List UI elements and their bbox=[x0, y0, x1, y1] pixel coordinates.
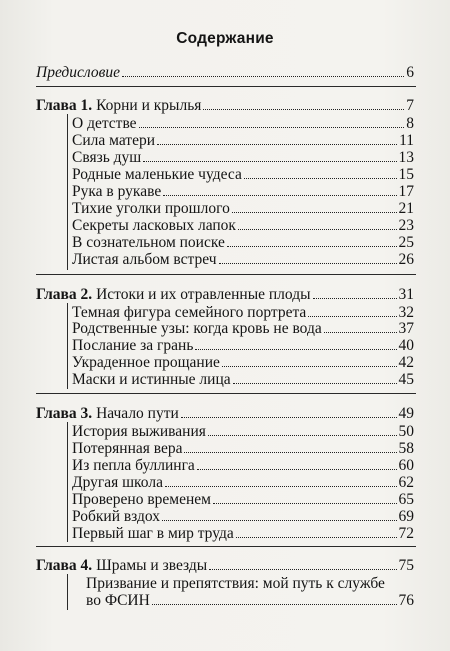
section-bracket-line bbox=[67, 574, 68, 610]
toc-entry-page: 75 bbox=[398, 557, 414, 574]
toc-entry-page: 60 bbox=[398, 457, 414, 474]
toc-entry bbox=[72, 354, 414, 371]
toc-entry-label: Рука в рукаве bbox=[72, 183, 162, 200]
chapter-title: Начало пути bbox=[96, 405, 179, 422]
toc-entry-page: 62 bbox=[398, 474, 414, 491]
section-bracket-line bbox=[67, 422, 68, 542]
toc-entry-page: 42 bbox=[398, 354, 414, 371]
toc-chapter-label bbox=[36, 405, 179, 422]
leader-dots bbox=[324, 332, 397, 333]
toc-entry-label: Украденное прощание bbox=[72, 354, 220, 371]
toc-entry-label: В сознательном поиске bbox=[72, 234, 225, 251]
toc-entry bbox=[86, 592, 414, 609]
toc-entry-page: 17 bbox=[398, 183, 414, 200]
toc-entry bbox=[72, 423, 414, 440]
toc-entry-label: Из пепла буллинга bbox=[72, 457, 195, 474]
toc-entry-label: Предисловие bbox=[36, 64, 120, 81]
toc-entry-page: 21 bbox=[398, 200, 414, 217]
toc-entry-label: Проверено временем bbox=[72, 491, 211, 508]
toc-entry-page: 15 bbox=[398, 166, 414, 183]
toc-entry-page: 7 bbox=[406, 97, 414, 114]
leader-dots bbox=[222, 366, 397, 367]
toc-entry-page: 6 bbox=[406, 64, 414, 81]
section-divider bbox=[36, 274, 416, 275]
leader-dots bbox=[203, 109, 404, 110]
toc-entry bbox=[72, 320, 414, 337]
toc-entry-label: Связь душ bbox=[72, 149, 142, 166]
toc-entry bbox=[72, 440, 414, 457]
leader-dots bbox=[195, 349, 396, 350]
toc-entry-page: 8 bbox=[406, 115, 414, 132]
chapter-prefix: Глава 3. bbox=[36, 405, 93, 422]
toc-entry-label: Робкий вздох bbox=[72, 508, 161, 525]
leader-dots bbox=[238, 229, 397, 230]
toc-entry-label: Родные маленькие чудеса bbox=[72, 166, 242, 183]
leader-dots bbox=[152, 604, 397, 605]
leader-dots bbox=[197, 469, 397, 470]
toc-entry-label: Первый шаг в мир труда bbox=[72, 525, 234, 542]
leader-dots bbox=[181, 417, 397, 418]
toc-entry-page: 25 bbox=[398, 234, 414, 251]
chapter-title: Истоки и их отравленные плоды bbox=[96, 286, 311, 303]
leader-dots bbox=[122, 76, 404, 77]
leader-dots bbox=[157, 144, 397, 145]
toc-entry-label: Маски и истинные лица bbox=[72, 371, 231, 388]
toc-entry bbox=[72, 304, 414, 321]
toc-entry-page: 13 bbox=[398, 149, 414, 166]
leader-dots bbox=[232, 212, 397, 213]
section-divider bbox=[36, 393, 416, 394]
toc-chapter-1 bbox=[36, 97, 414, 114]
toc-entry-label: Послание за грань bbox=[72, 337, 194, 354]
leader-dots bbox=[208, 435, 397, 436]
toc-entry bbox=[72, 166, 414, 183]
section-divider bbox=[36, 546, 416, 547]
toc-chapter-label bbox=[36, 557, 207, 574]
toc-entry bbox=[72, 525, 414, 542]
section-bracket-line bbox=[67, 303, 68, 389]
chapter-title: Корни и крылья bbox=[96, 97, 202, 114]
leader-dots bbox=[213, 503, 397, 504]
toc-entry-page: 45 bbox=[398, 371, 414, 388]
toc-entry bbox=[72, 149, 414, 166]
toc-entry-label: Потерянная вера bbox=[72, 440, 183, 457]
leader-dots bbox=[162, 520, 396, 521]
toc-entry-label-line1: Призвание и препятствия: мой путь к службе bbox=[86, 575, 385, 592]
leader-dots bbox=[236, 537, 397, 538]
leader-dots bbox=[209, 569, 396, 570]
toc-chapter-3 bbox=[36, 405, 414, 422]
toc-entry bbox=[72, 217, 414, 234]
chapter-title: Шрамы и звезды bbox=[96, 557, 208, 574]
toc-entry bbox=[72, 457, 414, 474]
leader-dots bbox=[165, 486, 397, 487]
toc-entry-page: 26 bbox=[398, 251, 414, 268]
chapter-prefix: Глава 2. bbox=[36, 286, 93, 303]
chapter-prefix: Глава 1. bbox=[36, 97, 93, 114]
toc-entry bbox=[72, 508, 414, 525]
toc-entry-label: Тихие уголки прошлого bbox=[72, 200, 230, 217]
leader-dots bbox=[233, 383, 397, 384]
leader-dots bbox=[163, 195, 396, 196]
section-bracket-line bbox=[67, 114, 68, 270]
toc-entry bbox=[72, 251, 414, 268]
page-title: Содержание bbox=[176, 30, 274, 47]
toc-entry bbox=[72, 337, 414, 354]
leader-dots bbox=[313, 298, 397, 299]
toc-entry-label: Листая альбом встреч bbox=[72, 251, 217, 268]
toc-entry-page: 31 bbox=[398, 286, 414, 303]
toc-entry-preface bbox=[36, 64, 414, 81]
leader-dots bbox=[184, 452, 396, 453]
toc-entry bbox=[72, 183, 414, 200]
leader-dots bbox=[227, 246, 397, 247]
toc-entry-page: 23 bbox=[398, 217, 414, 234]
toc-entry-page: 11 bbox=[399, 132, 414, 149]
toc-entry-page: 49 bbox=[398, 405, 414, 422]
leader-dots bbox=[219, 263, 397, 264]
toc-chapter-label bbox=[36, 286, 311, 303]
toc-entry-label: Темная фигура семейного портрета bbox=[72, 304, 307, 321]
toc-entry-label: Сила матери bbox=[72, 132, 156, 149]
toc-entry bbox=[72, 132, 414, 149]
toc-entry bbox=[72, 491, 414, 508]
toc-entry-label: Другая школа bbox=[72, 474, 163, 491]
toc-entry bbox=[72, 371, 414, 388]
toc-entry-label: История выживания bbox=[72, 423, 206, 440]
leader-dots bbox=[143, 161, 396, 162]
toc-entry-page: 50 bbox=[398, 423, 414, 440]
toc-entry bbox=[72, 115, 414, 132]
toc-entry-page: 40 bbox=[398, 337, 414, 354]
leader-dots bbox=[139, 127, 405, 128]
toc-entry-label: Родственные узы: когда кровь не вода bbox=[72, 320, 322, 337]
toc-chapter-2 bbox=[36, 286, 414, 303]
toc-chapter-label bbox=[36, 97, 201, 114]
toc-entry-page: 58 bbox=[398, 440, 414, 457]
toc-entry-page: 72 bbox=[398, 525, 414, 542]
toc-entry-page: 65 bbox=[398, 491, 414, 508]
leader-dots bbox=[244, 178, 397, 179]
section-divider bbox=[36, 86, 416, 87]
toc-entry-page: 69 bbox=[398, 508, 414, 525]
toc-entry-page: 37 bbox=[398, 320, 414, 337]
toc-entry-label: во ФСИН bbox=[86, 592, 150, 609]
toc-entry bbox=[72, 200, 414, 217]
toc-entry bbox=[72, 234, 414, 251]
toc-entry bbox=[72, 474, 414, 491]
toc-entry-label: О детстве bbox=[72, 115, 137, 132]
toc-entry-page: 76 bbox=[398, 592, 414, 609]
toc-entry-page: 32 bbox=[398, 304, 414, 321]
toc-chapter-4 bbox=[36, 557, 414, 574]
toc-entry-label: Секреты ласковых лапок bbox=[72, 217, 236, 234]
chapter-prefix: Глава 4. bbox=[36, 557, 93, 574]
leader-dots bbox=[308, 316, 396, 317]
